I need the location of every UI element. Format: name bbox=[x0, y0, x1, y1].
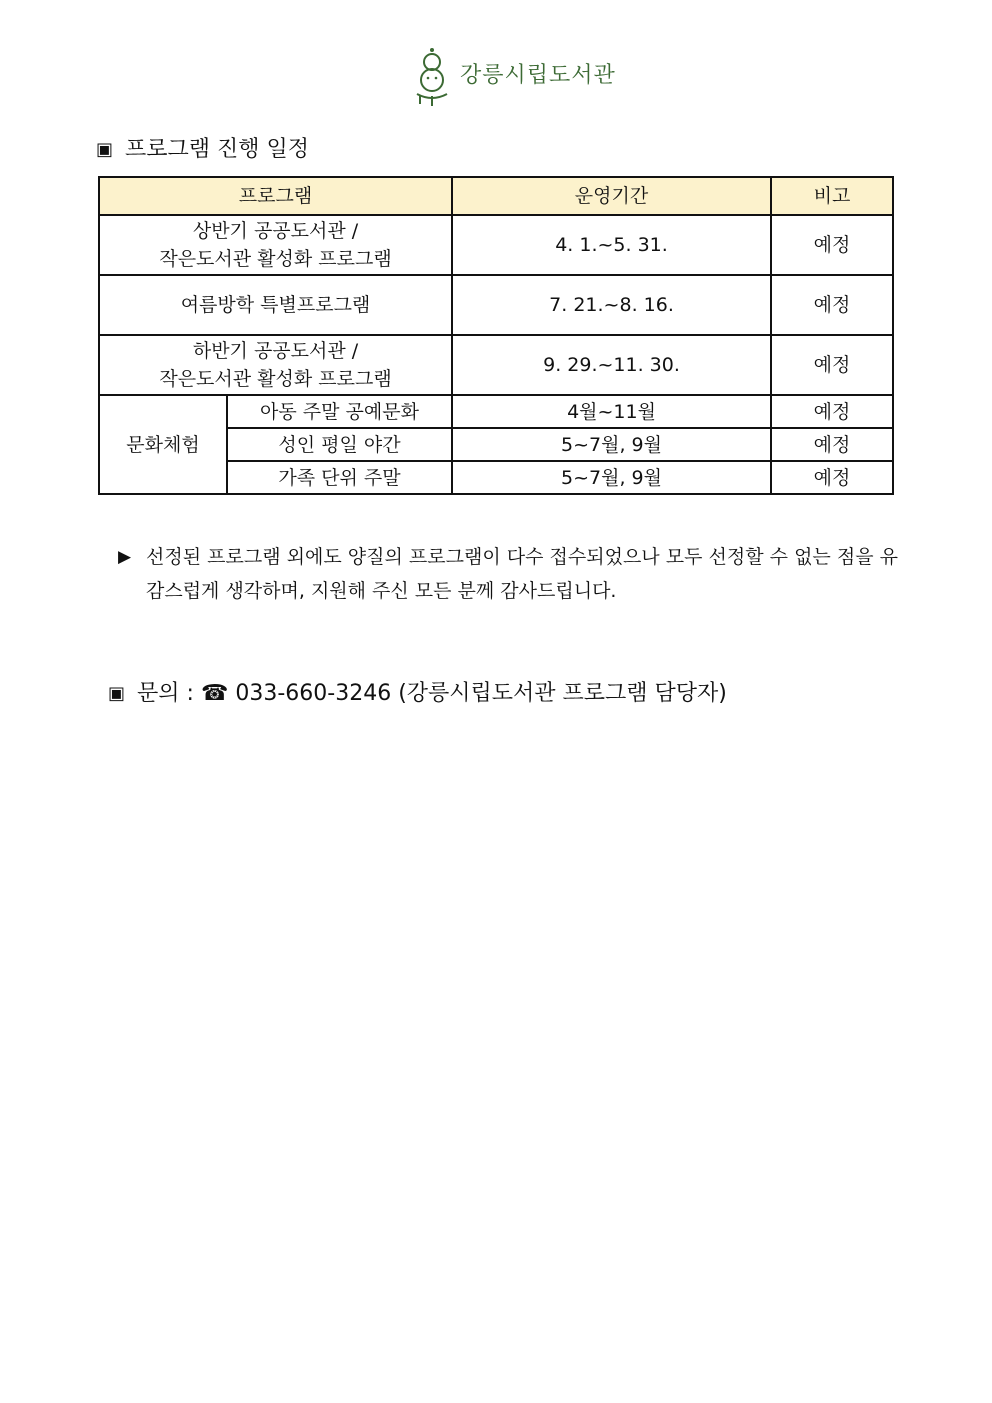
square-marker-icon: ▣ bbox=[96, 139, 114, 160]
library-name: 강릉시립도서관 bbox=[460, 63, 616, 88]
program-line: 하반기 공공도서관 / bbox=[192, 340, 359, 362]
header-program: 프로그램 bbox=[99, 177, 452, 215]
table-row bbox=[99, 275, 893, 335]
library-logo bbox=[414, 44, 616, 108]
period-cell: 7. 21.~8. 16. bbox=[452, 275, 771, 335]
period-cell: 9. 29.~11. 30. bbox=[452, 335, 771, 395]
triangle-bullet-icon: ▶ bbox=[118, 547, 132, 567]
header-period: 운영기간 bbox=[452, 177, 771, 215]
table-row bbox=[99, 335, 893, 395]
note-cell: 예정 bbox=[771, 461, 893, 494]
subprogram-cell: 성인 평일 야간 bbox=[227, 428, 452, 461]
contact-label: 문의 : bbox=[137, 681, 194, 706]
period-cell: 5~7월, 9월 bbox=[452, 428, 771, 461]
program-cell: 여름방학 특별프로그램 bbox=[99, 275, 452, 335]
program-schedule-table bbox=[98, 176, 894, 495]
table-row bbox=[99, 395, 893, 428]
program-line: 상반기 공공도서관 / bbox=[192, 220, 359, 242]
table-row bbox=[99, 215, 893, 275]
contact-detail: (강릉시립도서관 프로그램 담당자) bbox=[398, 681, 727, 706]
period-cell: 5~7월, 9월 bbox=[452, 461, 771, 494]
square-marker-icon: ▣ bbox=[108, 683, 126, 704]
note-cell: 예정 bbox=[771, 275, 893, 335]
section-title bbox=[96, 132, 309, 163]
program-line: 작은도서관 활성화 프로그램 bbox=[159, 368, 392, 390]
contact-line bbox=[108, 676, 727, 707]
note-cell: 예정 bbox=[771, 215, 893, 275]
program-cell bbox=[99, 215, 452, 275]
program-line: 작은도서관 활성화 프로그램 bbox=[159, 248, 392, 270]
notice-paragraph bbox=[118, 540, 898, 608]
phone-icon: ☎ bbox=[200, 681, 229, 706]
notice-text: 선정된 프로그램 외에도 양질의 프로그램이 다수 접수되었으나 모두 선정할 수 없는 점을 유감스럽게 생각하며, 지원해 주신 모든 분께 감사드립니다. bbox=[146, 546, 898, 602]
subprogram-cell: 가족 단위 주말 bbox=[227, 461, 452, 494]
section-title-text: 프로그램 진행 일정 bbox=[125, 137, 310, 162]
note-cell: 예정 bbox=[771, 428, 893, 461]
header-note: 비고 bbox=[771, 177, 893, 215]
program-cell bbox=[99, 335, 452, 395]
note-cell: 예정 bbox=[771, 335, 893, 395]
period-cell: 4. 1.~5. 31. bbox=[452, 215, 771, 275]
group-label-cell: 문화체험 bbox=[99, 395, 227, 494]
subprogram-cell: 아동 주말 공예문화 bbox=[227, 395, 452, 428]
table-header-row bbox=[99, 177, 893, 215]
library-mascot-icon bbox=[414, 44, 454, 108]
period-cell: 4월~11월 bbox=[452, 395, 771, 428]
contact-phone: 033-660-3246 bbox=[235, 681, 392, 706]
note-cell: 예정 bbox=[771, 395, 893, 428]
